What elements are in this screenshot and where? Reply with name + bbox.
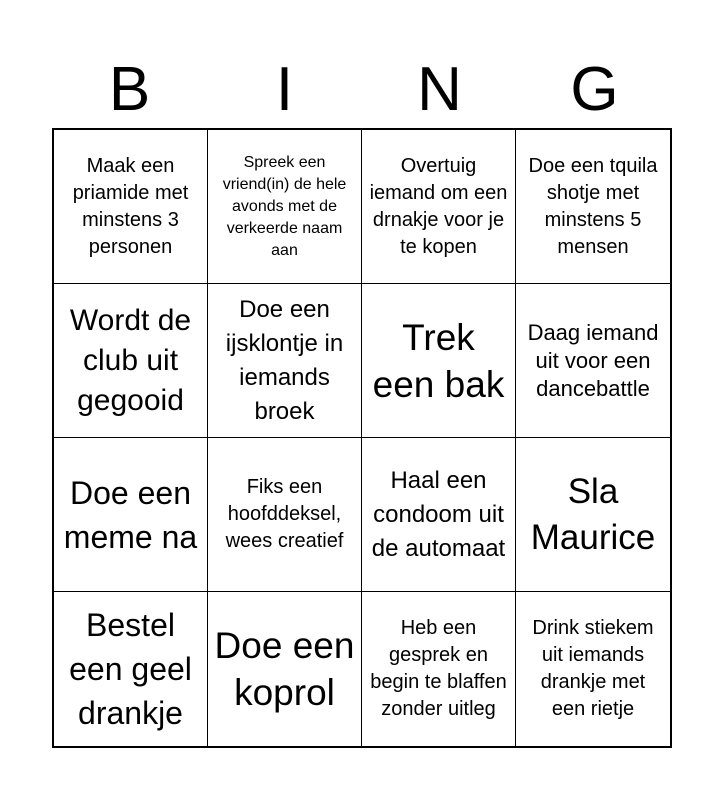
bingo-grid xyxy=(52,128,672,748)
bingo-cell[interactable]: Fiks een hoofddeksel, wees creatief xyxy=(208,438,362,592)
bingo-cell[interactable]: Spreek een vriend(in) de hele avonds met de verkeerde naam aan xyxy=(208,130,362,284)
bingo-cell[interactable]: Maak een priamide met minstens 3 personen xyxy=(54,130,208,284)
bingo-cell[interactable]: Drink stiekem uit iemands drankje met een rietje xyxy=(532,617,654,720)
bingo-cell[interactable]: Doe een koprol xyxy=(208,592,362,746)
bingo-cell[interactable]: Haal een condoom uit de automaat xyxy=(362,438,516,592)
bingo-cell[interactable]: Wordt de club uit gegooid xyxy=(54,284,208,438)
bingo-cell[interactable]: Trek een bak xyxy=(362,284,516,438)
bingo-cell[interactable]: Doe een ijsklontje in iemands broek xyxy=(208,284,362,438)
header-letter-b: B xyxy=(108,55,151,124)
bingo-cell[interactable]: Doe een tquila shotje met minstens 5 mensen xyxy=(516,130,670,284)
bingo-header xyxy=(52,52,672,128)
bingo-cell[interactable]: Bestel een geel drankje xyxy=(54,592,208,746)
bingo-cell[interactable]: Overtuig iemand om een drnakje voor je te kopen xyxy=(362,130,516,284)
bingo-cell[interactable]: Heb een gesprek en begin te blaffen zonder uitleg xyxy=(362,592,516,746)
bingo-cell[interactable]: Sla Maurice xyxy=(516,438,670,592)
bingo-cell[interactable]: Daag iemand uit voor een dancebattle xyxy=(516,284,670,438)
bingo-cell[interactable]: Doe een meme na xyxy=(54,438,208,592)
header-letter-i: I xyxy=(275,55,294,124)
header-letter-n: N xyxy=(417,55,462,124)
header-letter-g: G xyxy=(570,55,619,124)
